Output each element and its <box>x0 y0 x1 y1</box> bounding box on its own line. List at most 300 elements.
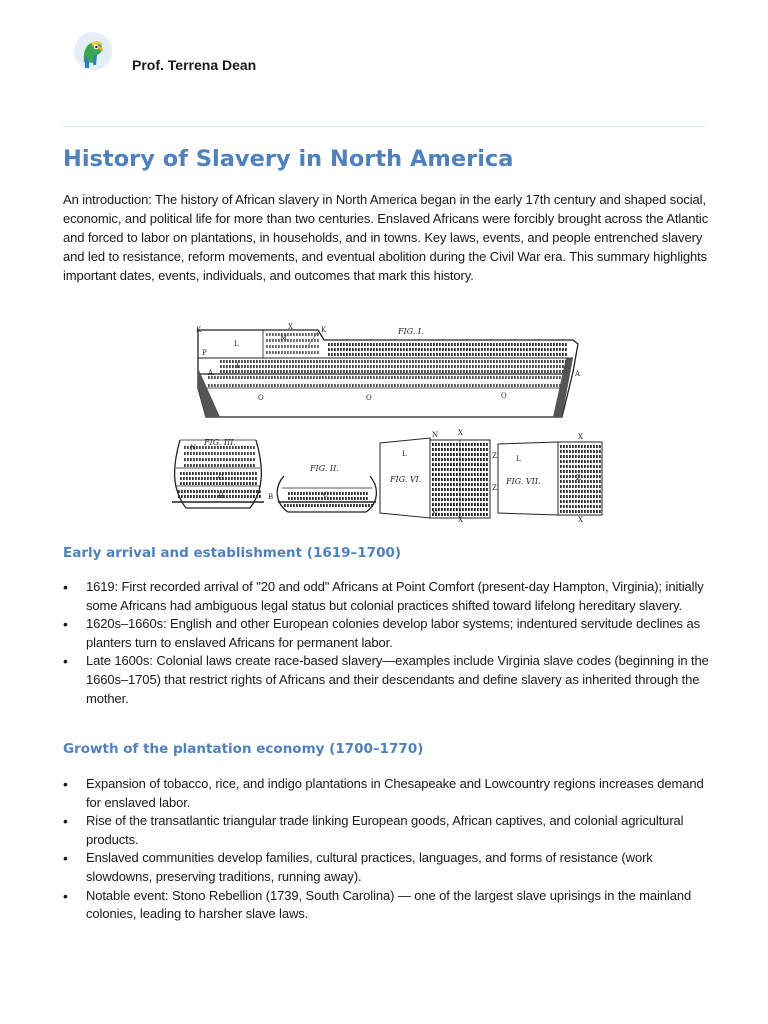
engraving-mark <box>241 490 243 493</box>
engraving-mark <box>439 365 441 368</box>
engraving-mark <box>490 370 492 373</box>
engraving-mark <box>565 353 567 356</box>
engraving-mark <box>562 348 564 351</box>
engraving-mark <box>220 360 222 363</box>
engraving-mark <box>339 497 341 500</box>
engraving-mark <box>486 493 488 496</box>
engraving-mark <box>508 343 510 346</box>
engraving-mark <box>199 495 201 498</box>
engraving-mark <box>314 345 316 348</box>
engraving-mark <box>364 348 366 351</box>
engraving-mark <box>590 475 592 478</box>
engraving-mark <box>490 348 492 351</box>
engraving-mark <box>453 483 455 486</box>
engraving-mark <box>529 370 531 373</box>
engraving-mark <box>397 343 399 346</box>
engraving-mark <box>379 370 381 373</box>
engraving-mark <box>367 370 369 373</box>
engraving-mark <box>505 376 507 379</box>
engraving-mark <box>346 353 348 356</box>
avatar[interactable] <box>74 32 112 70</box>
engraving-mark <box>421 370 423 373</box>
engraving-mark <box>439 343 441 346</box>
engraving-mark <box>337 348 339 351</box>
engraving-mark <box>202 490 204 493</box>
engraving-mark <box>584 505 586 508</box>
engraving-mark <box>306 492 308 495</box>
engraving-mark <box>565 343 567 346</box>
engraving-mark <box>456 463 458 466</box>
engraving-mark <box>204 472 206 475</box>
engraving-mark <box>385 348 387 351</box>
engraving-mark <box>575 450 577 453</box>
engraving-mark <box>370 343 372 346</box>
engraving-mark <box>201 472 203 475</box>
engraving-mark <box>217 452 219 455</box>
engraving-mark <box>538 365 540 368</box>
engraving-mark <box>569 495 571 498</box>
engraving-mark <box>453 508 455 511</box>
engraving-mark <box>284 345 286 348</box>
engraving-mark <box>438 508 440 511</box>
engraving-mark <box>593 480 595 483</box>
engraving-mark <box>466 360 468 363</box>
engraving-mark <box>334 353 336 356</box>
engraving-mark <box>322 370 324 373</box>
engraving-mark <box>474 498 476 501</box>
engraving-mark <box>438 488 440 491</box>
engraving-mark <box>560 490 562 493</box>
engraving-mark <box>447 453 449 456</box>
engraving-mark <box>406 348 408 351</box>
engraving-mark <box>587 450 589 453</box>
engraving-mark <box>361 365 363 368</box>
engraving-mark <box>511 348 513 351</box>
engraving-mark <box>481 365 483 368</box>
engraving-mark <box>328 360 330 363</box>
label-z-2: Z <box>492 484 497 492</box>
engraving-mark <box>520 353 522 356</box>
engraving-mark <box>421 365 423 368</box>
engraving-mark <box>199 446 201 449</box>
engraving-mark <box>247 452 249 455</box>
engraving-mark <box>288 492 290 495</box>
engraving-mark <box>364 365 366 368</box>
engraving-mark <box>235 384 237 387</box>
engraving-mark <box>517 384 519 387</box>
engraving-mark <box>462 488 464 491</box>
engraving-mark <box>388 348 390 351</box>
engraving-mark <box>541 348 543 351</box>
engraving-mark <box>397 384 399 387</box>
engraving-mark <box>223 452 225 455</box>
engraving-mark <box>438 448 440 451</box>
engraving-mark <box>457 370 459 373</box>
engraving-mark <box>468 488 470 491</box>
engraving-mark <box>295 376 297 379</box>
engraving-mark <box>271 376 273 379</box>
engraving-mark <box>343 360 345 363</box>
engraving-mark <box>232 495 234 498</box>
engraving-mark <box>202 452 204 455</box>
engraving-mark <box>210 472 212 475</box>
engraving-mark <box>328 384 330 387</box>
engraving-mark <box>547 384 549 387</box>
engraving-mark <box>587 480 589 483</box>
engraving-mark <box>259 495 261 498</box>
engraving-mark <box>319 376 321 379</box>
engraving-mark <box>235 458 237 461</box>
engraving-mark <box>459 468 461 471</box>
engraving-mark <box>584 470 586 473</box>
engraving-mark <box>508 360 510 363</box>
engraving-mark <box>447 443 449 446</box>
engraving-mark <box>193 490 195 493</box>
list-item: • Expansion of tobacco, rice, and indigo plantations in Chesapeake and Lowcountry regions increases demand for enslaved labor. <box>63 775 713 812</box>
engraving-mark <box>281 351 283 354</box>
engraving-mark <box>358 353 360 356</box>
engraving-mark <box>352 384 354 387</box>
engraving-mark <box>563 445 565 448</box>
engraving-mark <box>575 445 577 448</box>
engraving-mark <box>303 492 305 495</box>
engraving-mark <box>274 365 276 368</box>
engraving-mark <box>477 478 479 481</box>
engraving-mark <box>486 498 488 501</box>
engraving-mark <box>235 495 237 498</box>
engraving-mark <box>379 384 381 387</box>
engraving-mark <box>250 384 252 387</box>
engraving-mark <box>403 365 405 368</box>
engraving-mark <box>247 495 249 498</box>
engraving-mark <box>572 465 574 468</box>
engraving-mark <box>447 468 449 471</box>
engraving-mark <box>220 458 222 461</box>
engraving-mark <box>435 498 437 501</box>
engraving-mark <box>406 370 408 373</box>
engraving-mark <box>472 376 474 379</box>
engraving-mark <box>348 492 350 495</box>
engraving-mark <box>435 468 437 471</box>
engraving-mark <box>418 370 420 373</box>
engraving-mark <box>332 504 334 507</box>
engraving-mark <box>373 343 375 346</box>
label-m-1: M <box>280 334 288 342</box>
engraving-mark <box>584 475 586 478</box>
engraving-mark <box>315 492 317 495</box>
engraving-mark <box>409 353 411 356</box>
engraving-mark <box>340 365 342 368</box>
engraving-mark <box>459 463 461 466</box>
engraving-mark <box>441 488 443 491</box>
engraving-mark <box>379 348 381 351</box>
engraving-mark <box>379 353 381 356</box>
engraving-mark <box>563 455 565 458</box>
engraving-mark <box>448 348 450 351</box>
engraving-mark <box>247 360 249 363</box>
engraving-mark <box>195 477 197 480</box>
engraving-mark <box>499 376 501 379</box>
engraving-mark <box>474 483 476 486</box>
engraving-mark <box>180 472 182 475</box>
engraving-mark <box>436 360 438 363</box>
engraving-mark <box>438 498 440 501</box>
engraving-mark <box>310 370 312 373</box>
engraving-mark <box>560 495 562 498</box>
engraving-mark <box>259 365 261 368</box>
engraving-mark <box>438 468 440 471</box>
engraving-mark <box>526 343 528 346</box>
engraving-mark <box>523 384 525 387</box>
engraving-mark <box>391 365 393 368</box>
engraving-mark <box>435 478 437 481</box>
engraving-mark <box>459 443 461 446</box>
engraving-mark <box>415 376 417 379</box>
engraving-mark <box>283 376 285 379</box>
engraving-mark <box>287 339 289 342</box>
engraving-mark <box>250 446 252 449</box>
engraving-mark <box>559 370 561 373</box>
engraving-mark <box>213 477 215 480</box>
engraving-mark <box>293 345 295 348</box>
engraving-mark <box>286 365 288 368</box>
engraving-mark <box>370 365 372 368</box>
engraving-mark <box>453 478 455 481</box>
engraving-mark <box>314 504 316 507</box>
engraving-mark <box>277 376 279 379</box>
engraving-mark <box>462 468 464 471</box>
engraving-mark <box>454 384 456 387</box>
engraving-mark <box>560 510 562 513</box>
engraving-mark <box>584 485 586 488</box>
engraving-mark <box>553 376 555 379</box>
engraving-mark <box>450 503 452 506</box>
engraving-mark <box>460 370 462 373</box>
engraving-mark <box>385 365 387 368</box>
engraving-mark <box>493 370 495 373</box>
engraving-mark <box>523 376 525 379</box>
engraving-mark <box>259 376 261 379</box>
engraving-mark <box>502 353 504 356</box>
engraving-mark <box>459 478 461 481</box>
engraving-mark <box>436 343 438 346</box>
engraving-mark <box>448 376 450 379</box>
engraving-mark <box>496 343 498 346</box>
engraving-mark <box>444 478 446 481</box>
engraving-mark <box>547 353 549 356</box>
engraving-mark <box>346 370 348 373</box>
engraving-mark <box>508 348 510 351</box>
engraving-mark <box>385 370 387 373</box>
engraving-mark <box>347 504 349 507</box>
engraving-mark <box>559 360 561 363</box>
engraving-mark <box>468 493 470 496</box>
engraving-mark <box>517 348 519 351</box>
engraving-mark <box>296 345 298 348</box>
engraving-mark <box>211 495 213 498</box>
engraving-mark <box>490 353 492 356</box>
engraving-mark <box>234 482 236 485</box>
engraving-mark <box>202 464 204 467</box>
engraving-mark <box>578 505 580 508</box>
engraving-mark <box>469 365 471 368</box>
engraving-mark <box>523 360 525 363</box>
engraving-mark <box>575 460 577 463</box>
engraving-mark <box>301 370 303 373</box>
engraving-mark <box>477 468 479 471</box>
engraving-mark <box>307 365 309 368</box>
engraving-mark <box>334 376 336 379</box>
engraving-mark <box>535 365 537 368</box>
engraving-mark <box>562 353 564 356</box>
engraving-mark <box>238 452 240 455</box>
engraving-mark <box>450 473 452 476</box>
engraving-mark <box>493 384 495 387</box>
engraving-mark <box>593 485 595 488</box>
engraving-mark <box>572 475 574 478</box>
engraving-mark <box>593 470 595 473</box>
engraving-mark <box>444 488 446 491</box>
engraving-mark <box>487 365 489 368</box>
engraving-mark <box>330 497 332 500</box>
engraving-mark <box>304 376 306 379</box>
engraving-mark <box>266 333 268 336</box>
engraving-mark <box>441 478 443 481</box>
engraving-mark <box>481 376 483 379</box>
engraving-mark <box>253 360 255 363</box>
engraving-mark <box>340 360 342 363</box>
engraving-mark <box>526 353 528 356</box>
engraving-mark <box>447 503 449 506</box>
engraving-mark <box>569 475 571 478</box>
engraving-mark <box>471 483 473 486</box>
engraving-mark <box>325 365 327 368</box>
engraving-mark <box>283 384 285 387</box>
engraving-mark <box>480 443 482 446</box>
engraving-mark <box>216 482 218 485</box>
engraving-mark <box>466 376 468 379</box>
engraving-mark <box>430 360 432 363</box>
engraving-mark <box>355 365 357 368</box>
engraving-mark <box>199 458 201 461</box>
engraving-mark <box>590 495 592 498</box>
engraving-mark <box>243 472 245 475</box>
engraving-mark <box>505 365 507 368</box>
engraving-mark <box>334 370 336 373</box>
engraving-mark <box>581 485 583 488</box>
engraving-mark <box>334 365 336 368</box>
engraving-mark <box>223 360 225 363</box>
engraving-mark <box>553 360 555 363</box>
engraving-mark <box>325 376 327 379</box>
engraving-mark <box>468 453 470 456</box>
engraving-mark <box>514 365 516 368</box>
engraving-mark <box>438 513 440 516</box>
engraving-mark <box>593 465 595 468</box>
engraving-mark <box>444 463 446 466</box>
engraving-mark <box>376 365 378 368</box>
engraving-mark <box>433 376 435 379</box>
engraving-mark <box>529 384 531 387</box>
engraving-mark <box>438 493 440 496</box>
engraving-mark <box>596 445 598 448</box>
engraving-mark <box>553 343 555 346</box>
engraving-mark <box>424 353 426 356</box>
engraving-mark <box>459 498 461 501</box>
section-list-early-arrival <box>63 578 713 708</box>
engraving-mark <box>259 384 261 387</box>
engraving-mark <box>298 376 300 379</box>
engraving-mark <box>441 458 443 461</box>
engraving-mark <box>371 504 373 507</box>
engraving-mark <box>541 384 543 387</box>
engraving-mark <box>367 384 369 387</box>
engraving-mark <box>587 455 589 458</box>
engraving-mark <box>238 495 240 498</box>
engraving-mark <box>178 490 180 493</box>
engraving-mark <box>569 450 571 453</box>
engraving-mark <box>307 376 309 379</box>
engraving-mark <box>235 376 237 379</box>
engraving-mark <box>359 504 361 507</box>
engraving-mark <box>250 360 252 363</box>
engraving-mark <box>562 376 564 379</box>
engraving-mark <box>593 450 595 453</box>
engraving-mark <box>238 384 240 387</box>
engraving-mark <box>214 376 216 379</box>
engraving-mark <box>424 360 426 363</box>
engraving-mark <box>360 497 362 500</box>
engraving-mark <box>572 455 574 458</box>
engraving-mark <box>252 472 254 475</box>
engraving-mark <box>469 343 471 346</box>
engraving-mark <box>187 452 189 455</box>
engraving-mark <box>415 365 417 368</box>
engraving-mark <box>474 488 476 491</box>
engraving-mark <box>457 343 459 346</box>
engraving-mark <box>456 493 458 496</box>
engraving-mark <box>581 505 583 508</box>
engraving-mark <box>496 353 498 356</box>
engraving-mark <box>244 360 246 363</box>
engraving-mark <box>599 450 601 453</box>
engraving-mark <box>559 384 561 387</box>
engraving-mark <box>599 480 601 483</box>
engraving-mark <box>569 455 571 458</box>
engraving-mark <box>439 370 441 373</box>
engraving-mark <box>196 446 198 449</box>
engraving-mark <box>438 473 440 476</box>
engraving-mark <box>303 497 305 500</box>
engraving-mark <box>466 365 468 368</box>
engraving-mark <box>566 465 568 468</box>
engraving-mark <box>490 376 492 379</box>
engraving-mark <box>339 492 341 495</box>
engraving-mark <box>262 365 264 368</box>
engraving-mark <box>325 360 327 363</box>
engraving-mark <box>532 343 534 346</box>
engraving-mark <box>475 384 477 387</box>
engraving-mark <box>289 370 291 373</box>
engraving-mark <box>266 351 268 354</box>
engraving-mark <box>486 483 488 486</box>
engraving-mark <box>400 365 402 368</box>
engraving-mark <box>370 370 372 373</box>
engraving-mark <box>442 370 444 373</box>
engraving-mark <box>572 490 574 493</box>
engraving-mark <box>297 497 299 500</box>
engraving-mark <box>415 343 417 346</box>
